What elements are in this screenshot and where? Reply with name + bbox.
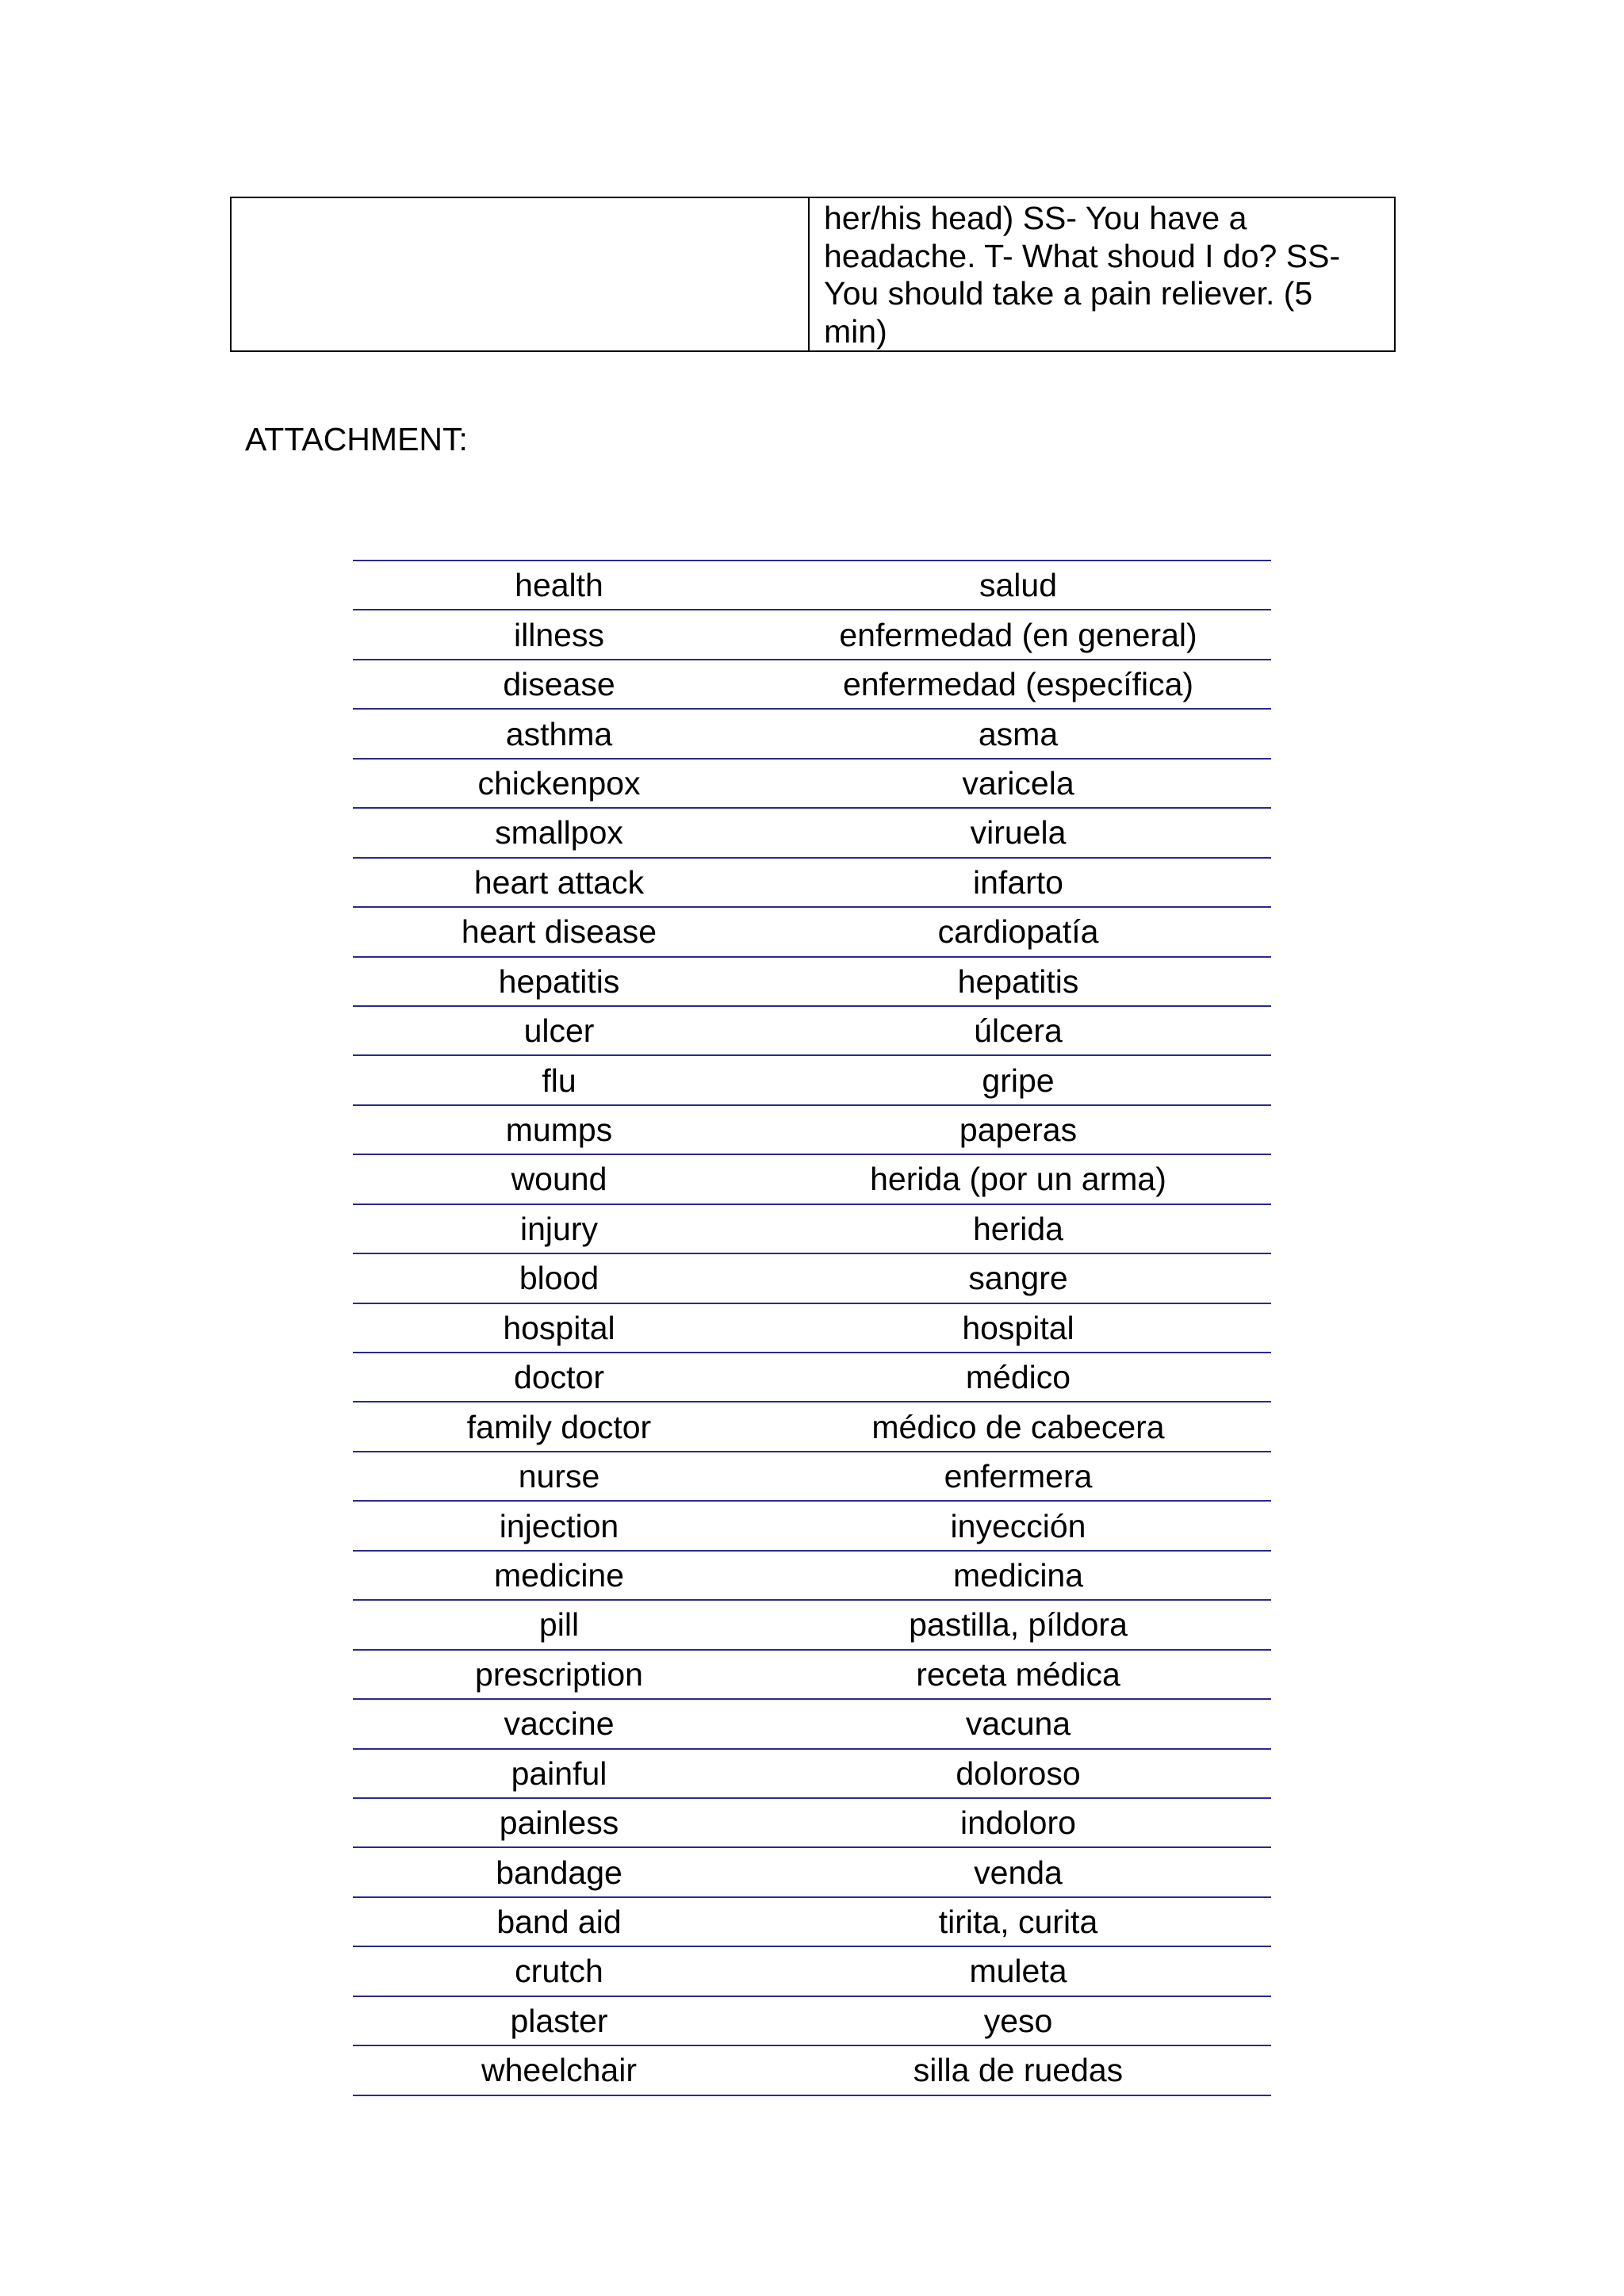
vocabulary-row	[353, 759, 1271, 808]
vocabulary-row	[353, 1006, 1271, 1055]
vocabulary-english-term: disease	[353, 660, 765, 709]
vocabulary-row	[353, 1204, 1271, 1253]
activity-line: headache. T- What shoud I do? SS-	[824, 237, 1341, 274]
vocabulary-row	[353, 1798, 1271, 1847]
vocabulary-row	[353, 1847, 1271, 1896]
vocabulary-english-term: wound	[353, 1154, 765, 1203]
vocabulary-spanish-term: herida	[765, 1204, 1271, 1253]
vocabulary-row	[353, 858, 1271, 907]
vocabulary-english-term: painless	[353, 1798, 765, 1847]
vocabulary-english-term: plaster	[353, 1996, 765, 2045]
vocabulary-spanish-term: receta médica	[765, 1650, 1271, 1699]
vocabulary-row	[353, 808, 1271, 857]
vocabulary-row	[353, 660, 1271, 709]
vocabulary-row	[353, 2045, 1271, 2095]
vocabulary-spanish-term: asma	[765, 709, 1271, 758]
vocabulary-english-term: blood	[353, 1253, 765, 1303]
vocabulary-english-term: vaccine	[353, 1699, 765, 1748]
vocabulary-english-term: band aid	[353, 1897, 765, 1946]
vocabulary-row	[353, 1353, 1271, 1402]
vocabulary-row	[353, 1699, 1271, 1748]
vocabulary-table-body	[353, 561, 1271, 2095]
vocabulary-english-term: prescription	[353, 1650, 765, 1699]
vocabulary-spanish-term: hospital	[765, 1303, 1271, 1353]
vocabulary-spanish-term: inyección	[765, 1501, 1271, 1550]
vocabulary-english-term: mumps	[353, 1105, 765, 1154]
vocabulary-row	[353, 610, 1271, 659]
vocabulary-english-term: crutch	[353, 1946, 765, 1996]
vocabulary-spanish-term: médico de cabecera	[765, 1402, 1271, 1451]
vocabulary-spanish-term: sangre	[765, 1253, 1271, 1303]
vocabulary-row	[353, 1055, 1271, 1104]
vocabulary-spanish-term: hepatitis	[765, 957, 1271, 1006]
vocabulary-spanish-term: gripe	[765, 1055, 1271, 1104]
vocabulary-spanish-term: yeso	[765, 1996, 1271, 2045]
vocabulary-spanish-term: doloroso	[765, 1749, 1271, 1798]
vocabulary-table	[353, 560, 1271, 2096]
lesson-plan-activity-cell	[809, 197, 1395, 351]
vocabulary-spanish-term: pastilla, píldora	[765, 1600, 1271, 1649]
vocabulary-english-term: smallpox	[353, 808, 765, 857]
attachment-heading: ATTACHMENT:	[245, 421, 468, 457]
vocabulary-spanish-term: tirita, curita	[765, 1897, 1271, 1946]
vocabulary-english-term: health	[353, 561, 765, 610]
vocabulary-english-term: asthma	[353, 709, 765, 758]
vocabulary-english-term: bandage	[353, 1847, 765, 1896]
vocabulary-row	[353, 1996, 1271, 2045]
vocabulary-row	[353, 1946, 1271, 1996]
vocabulary-row	[353, 1402, 1271, 1451]
vocabulary-english-term: hepatitis	[353, 957, 765, 1006]
vocabulary-spanish-term: medicina	[765, 1551, 1271, 1600]
vocabulary-spanish-term: salud	[765, 561, 1271, 610]
vocabulary-row	[353, 1154, 1271, 1203]
vocabulary-english-term: pill	[353, 1600, 765, 1649]
vocabulary-english-term: medicine	[353, 1551, 765, 1600]
vocabulary-english-term: doctor	[353, 1353, 765, 1402]
vocabulary-spanish-term: paperas	[765, 1105, 1271, 1154]
vocabulary-row	[353, 1253, 1271, 1303]
activity-line: You should take a pain reliever. (5	[824, 275, 1313, 312]
vocabulary-row	[353, 1303, 1271, 1353]
activity-continued-text	[824, 198, 1380, 350]
lesson-plan-row	[231, 197, 1395, 351]
vocabulary-row	[353, 561, 1271, 610]
vocabulary-english-term: hospital	[353, 1303, 765, 1353]
vocabulary-row	[353, 1452, 1271, 1501]
vocabulary-row	[353, 1105, 1271, 1154]
vocabulary-row	[353, 1600, 1271, 1649]
vocabulary-english-term: injection	[353, 1501, 765, 1550]
lesson-plan-empty-cell	[231, 197, 809, 351]
activity-line: min)	[824, 312, 887, 350]
vocabulary-spanish-term: muleta	[765, 1946, 1271, 1996]
vocabulary-spanish-term: indoloro	[765, 1798, 1271, 1847]
vocabulary-spanish-term: venda	[765, 1847, 1271, 1896]
vocabulary-row	[353, 1749, 1271, 1798]
vocabulary-english-term: heart attack	[353, 858, 765, 907]
activity-line: her/his head) SS- You have a	[824, 200, 1247, 236]
vocabulary-row	[353, 1650, 1271, 1699]
vocabulary-spanish-term: cardiopatía	[765, 907, 1271, 956]
vocabulary-row	[353, 1897, 1271, 1946]
vocabulary-spanish-term: infarto	[765, 858, 1271, 907]
vocabulary-spanish-term: enfermedad (en general)	[765, 610, 1271, 659]
vocabulary-english-term: ulcer	[353, 1006, 765, 1055]
vocabulary-english-term: chickenpox	[353, 759, 765, 808]
vocabulary-english-term: family doctor	[353, 1402, 765, 1451]
vocabulary-spanish-term: vacuna	[765, 1699, 1271, 1748]
vocabulary-english-term: nurse	[353, 1452, 765, 1501]
vocabulary-row	[353, 1551, 1271, 1600]
vocabulary-spanish-term: silla de ruedas	[765, 2045, 1271, 2095]
vocabulary-english-term: wheelchair	[353, 2045, 765, 2095]
vocabulary-row	[353, 709, 1271, 758]
vocabulary-spanish-term: úlcera	[765, 1006, 1271, 1055]
vocabulary-english-term: illness	[353, 610, 765, 659]
vocabulary-spanish-term: enfermedad (específica)	[765, 660, 1271, 709]
vocabulary-english-term: painful	[353, 1749, 765, 1798]
lesson-plan-table-continued	[230, 197, 1396, 352]
vocabulary-english-term: injury	[353, 1204, 765, 1253]
vocabulary-row	[353, 1501, 1271, 1550]
vocabulary-spanish-term: viruela	[765, 808, 1271, 857]
vocabulary-spanish-term: varicela	[765, 759, 1271, 808]
vocabulary-row	[353, 907, 1271, 956]
vocabulary-row	[353, 957, 1271, 1006]
vocabulary-english-term: heart disease	[353, 907, 765, 956]
vocabulary-spanish-term: herida (por un arma)	[765, 1154, 1271, 1203]
vocabulary-spanish-term: enfermera	[765, 1452, 1271, 1501]
vocabulary-spanish-term: médico	[765, 1353, 1271, 1402]
vocabulary-english-term: flu	[353, 1055, 765, 1104]
